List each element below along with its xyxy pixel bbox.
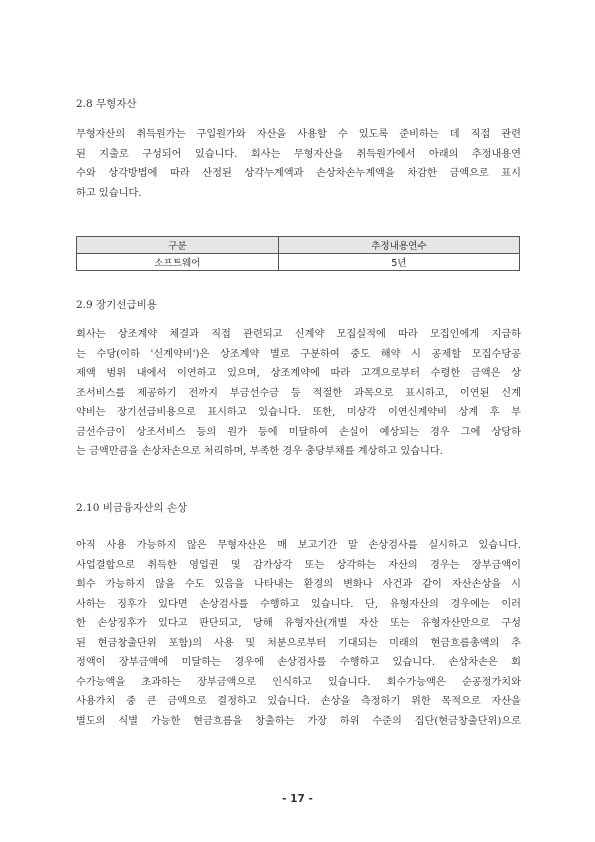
paragraph-line: 수가능액을 초과하는 장부금액으로 인식하고 있습니다. 회수가능액은 순공정가치와 <box>76 676 521 688</box>
table-row <box>77 254 520 271</box>
section-heading-long-term-prepaid-expenses: 2.9 장기선급비용 <box>76 299 157 311</box>
paragraph-line: 된 현금창출단위 포함)의 사용 및 처분으로부터 기대되는 미래의 현금흐름총액의 추 <box>76 637 521 649</box>
paragraph-long-term-prepaid-expenses <box>76 325 521 462</box>
useful-life-table <box>76 236 520 271</box>
paragraph-line: 회사는 상조계약 체결과 직접 관련되고 신계약 모집실적에 따라 모집인에게 지급하 <box>76 329 521 340</box>
table-header-useful-life: 추정내용연수 <box>278 237 519 254</box>
paragraph-line: 아직 사용 가능하지 않은 무형자산은 매 보고기간 말 손상검사를 실시하고 있습니다. <box>76 540 521 551</box>
section-heading-intangible-assets: 2.8 무형자산 <box>76 98 137 110</box>
table-cell-useful-life: 5년 <box>278 254 519 271</box>
paragraph-line: 별도의 식별 가능한 현금흐름을 창출하는 가장 하위 수준의 집단(현금창출단위)으로 <box>76 715 521 727</box>
paragraph-line: 는 금액만큼을 손상차손으로 처리하며, 부족한 경우 충당부채를 계상하고 있습니다. <box>76 446 443 457</box>
paragraph-line: 수와 상각방법에 따라 산정된 상각누계액과 손상차손누계액을 차감한 금액으로 표시 <box>76 168 521 179</box>
paragraph-line: 정액이 장부금액에 미달하는 경우에 손상검사를 수행하고 있습니다. 손상차손은 회 <box>76 657 521 668</box>
paragraph-intangible-assets <box>76 125 521 203</box>
table-cell-category: 소프트웨어 <box>77 254 279 271</box>
table-header-category: 구분 <box>77 237 279 254</box>
section-heading-non-financial-asset-impairment: 2.10 비금융자산의 손상 <box>76 502 188 514</box>
page-number: - 17 - <box>282 793 313 805</box>
paragraph-line: 약비는 장기선급비용으로 표시하고 있습니다. 또한, 미상각 이연신계약비 상계 후 부 <box>76 407 521 418</box>
paragraph-line: 는 수당(이하 '신계약비')은 상조계약 별로 구분하여 중도 해약 시 공제할 모집수당공 <box>76 348 521 360</box>
paragraph-line: 한 손상징후가 있다고 판단되고, 당해 유형자산(개별 자산 또는 유형자산만으로 구성 <box>76 618 521 629</box>
paragraph-line: 사용가치 중 큰 금액으로 결정하고 있습니다. 손상을 측정하기 위한 목적으로 자산을 <box>76 696 521 707</box>
paragraph-line: 제액 범위 내에서 이연하고 있으며, 상조계약에 따라 고객으로부터 수령한 금액은 상 <box>76 368 521 379</box>
paragraph-line: 사업결합으로 취득한 영업권 및 감가상각 또는 상각하는 자산의 경우는 장부금액이 <box>76 559 521 571</box>
paragraph-line: 사하는 징후가 있다면 손상검사를 수행하고 있습니다. 단, 유형자산의 경우에는 이러 <box>76 598 521 610</box>
paragraph-non-financial-asset-impairment <box>76 536 521 731</box>
paragraph-line: 하고 있습니다. <box>76 187 142 199</box>
paragraph-line: 무형자산의 취득원가는 구입원가와 자산을 사용할 수 있도록 준비하는 데 직접 관련 <box>76 129 521 140</box>
paragraph-line: 금선수금이 상조서비스 등의 원가 등에 미달하여 손실이 예상되는 경우 그에 상당하 <box>76 426 521 438</box>
paragraph-line: 회수 가능하지 않을 수도 있음을 나타내는 환경의 변화나 사건과 같이 자산손상을 시 <box>76 579 521 590</box>
paragraph-line: 조서비스를 제공하기 전까지 부금선수금 등 적절한 과목으로 표시하고, 이연된 신계 <box>76 387 521 399</box>
table-header-row <box>77 237 520 254</box>
paragraph-line: 된 지출로 구성되어 있습니다. 회사는 무형자산을 취득원가에서 아래의 추정내용연 <box>76 148 521 160</box>
